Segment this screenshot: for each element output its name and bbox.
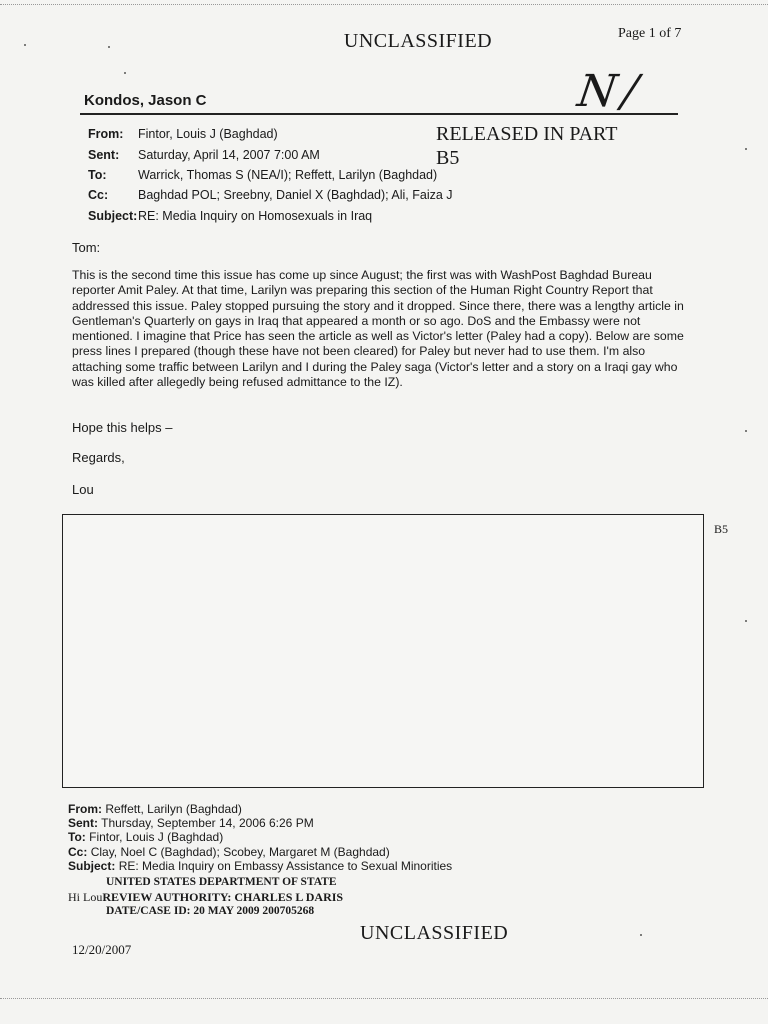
scan-edge-top (0, 4, 768, 5)
forwarded-header-cc (68, 845, 390, 859)
forwarded-header-subject (68, 859, 452, 873)
scan-speck (640, 934, 642, 936)
forwarded-header-sent (68, 816, 314, 830)
header-value: Baghdad POL; Sreebny, Daniel X (Baghdad); Ali, Faiza J (138, 188, 453, 202)
review-stamp-authority: REVIEW AUTHORITY: CHARLES L DARIS (102, 890, 344, 904)
header-value: Warrick, Thomas S (NEA/I); Reffett, Larilyn (Baghdad) (138, 168, 438, 182)
release-stamp-code: B5 (436, 147, 460, 169)
signature: Lou (72, 482, 94, 497)
redaction-box (62, 514, 704, 788)
page-number: Page 1 of 7 (618, 26, 682, 41)
header-divider (80, 113, 678, 115)
scan-edge-bottom (0, 998, 768, 999)
email-body: This is the second time this issue has come up since August; the first was with WashPost Baghdad Bureau reporter Amit Paley. At that time, Larilyn was preparing this section of the Human Right Country Report that addressed this issue. Paley stopped pursuing the story and it dropped. Since there, there was a lengthy article in Gentleman's Quarterly on gays in Iraq that appeared a month or so ago. DoS and the Embassy were not mentioned. I imagine that Price has seen the article as well as Victor's letter (Paley had a copy). Below are some press lines I prepared (though these have not been cleared) for Paley but never had to use them. I'm also attaching some traffic between Larilyn and I during the Paley saga (Victor's letter and a story on a Iraqi gay who was killed after allegedly being refused admittance to the IZ). (72, 268, 684, 390)
forwarded-header-from (68, 802, 242, 816)
header-value: Reffett, Larilyn (Baghdad) (105, 802, 242, 816)
header-value: Saturday, April 14, 2007 7:00 AM (138, 148, 320, 162)
closing-regards: Regards, (72, 450, 125, 465)
header-label: From: (68, 802, 102, 816)
forwarded-greeting-line (68, 890, 343, 905)
classification-marking-bottom: UNCLASSIFIED (360, 922, 509, 944)
redaction-code: B5 (714, 522, 729, 536)
handwritten-mark: N/ (574, 66, 647, 117)
header-value: RE: Media Inquiry on Embassy Assistance to Sexual Minorities (118, 859, 453, 873)
scan-speck (124, 72, 126, 74)
header-label: To: (68, 830, 86, 844)
review-stamp-department: UNITED STATES DEPARTMENT OF STATE (106, 876, 337, 888)
salutation: Tom: (72, 240, 101, 255)
print-date: 12/20/2007 (72, 942, 132, 957)
header-label: From: (88, 127, 124, 141)
header-label: Sent: (88, 148, 120, 162)
header-value: Thursday, September 14, 2006 6:26 PM (101, 816, 314, 830)
forwarded-greeting: Hi Lou (68, 890, 103, 904)
header-label: Subject: (68, 859, 116, 873)
header-value: RE: Media Inquiry on Homosexuals in Iraq (138, 209, 373, 223)
header-label: Cc: (68, 845, 88, 859)
closing-line: Hope this helps – (72, 420, 173, 435)
review-stamp-case-id: DATE/CASE ID: 20 MAY 2009 200705268 (106, 905, 315, 917)
release-stamp-text: RELEASED IN PART (436, 123, 618, 145)
classification-marking-top: UNCLASSIFIED (343, 30, 493, 52)
header-label: Sent: (68, 816, 98, 830)
header-label: To: (88, 168, 107, 182)
header-value: Clay, Noel C (Baghdad); Scobey, Margaret M (Baghdad) (90, 845, 390, 859)
header-label: Subject: (88, 209, 138, 223)
header-value: Fintor, Louis J (Baghdad) (138, 127, 278, 141)
forwarded-header-to (68, 830, 223, 844)
header-value: Fintor, Louis J (Baghdad) (89, 830, 224, 844)
release-stamp (436, 122, 617, 170)
header-label: Cc: (88, 188, 109, 202)
scan-speck (745, 430, 747, 432)
scan-speck (745, 620, 747, 622)
recipient-name: Kondos, Jason C (84, 92, 207, 109)
scan-speck (745, 148, 747, 150)
